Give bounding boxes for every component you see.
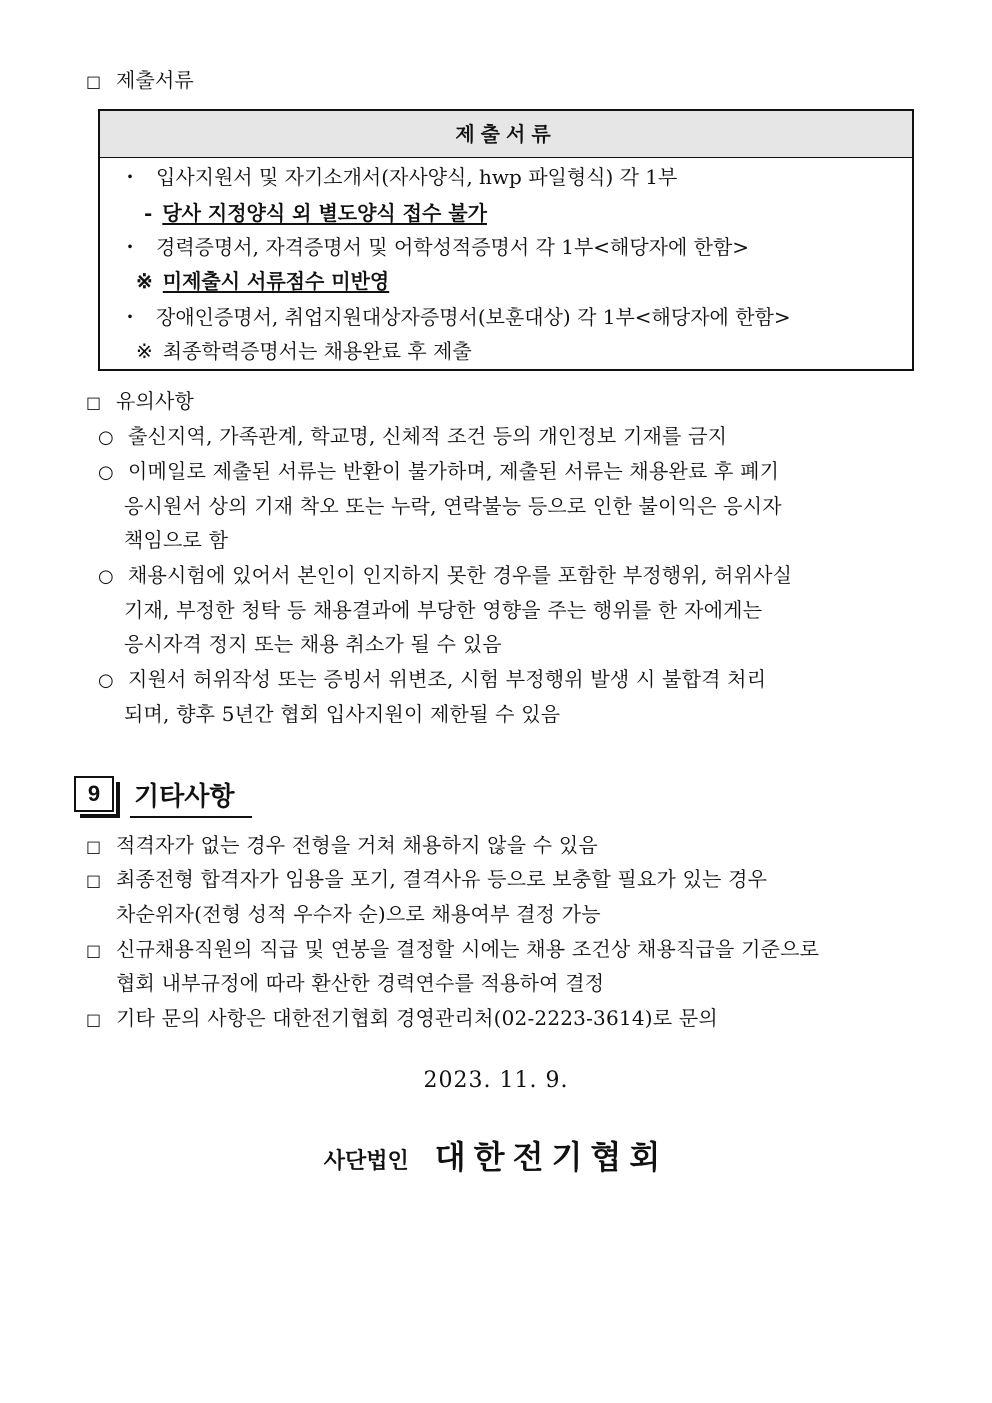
list-item-continuation: 응시자격 정지 또는 채용 취소가 될 수 있음 <box>124 632 502 656</box>
table-row-text: 장애인증명서, 취업지원대상자증명서(보훈대상) 각 1부<해당자에 한함> <box>156 305 791 329</box>
table-row <box>120 233 749 261</box>
table-row-text: 미제출시 서류점수 미반영 <box>162 269 390 293</box>
table-row-text: 경력증명서, 자격증명서 및 어학성적증명서 각 1부<해당자에 한함> <box>156 235 750 259</box>
table-row <box>120 163 677 191</box>
section-title-underline <box>130 816 252 818</box>
notes-heading <box>86 387 194 417</box>
list-item <box>98 422 727 452</box>
list-item-text: 출신지역, 가족관계, 학교명, 신체적 조건 등의 개인정보 기재를 금지 <box>128 424 728 448</box>
documents-heading-text: 제출서류 <box>116 68 195 92</box>
reference-mark-icon: ※ <box>136 339 153 363</box>
list-item-continuation: 협회 내부규정에 따라 환산한 경력연수를 적용하여 결정 <box>116 971 605 995</box>
dot-bullet-icon: ・ <box>120 165 140 189</box>
organization-name: 대한전기협회 <box>434 1138 669 1176</box>
list-item-text: 채용시험에 있어서 본인이 인지하지 못한 경우를 포함한 부정행위, 허위사실 <box>128 563 793 587</box>
list-item <box>86 865 767 895</box>
list-item <box>98 457 779 487</box>
table-row-text: 입사지원서 및 자기소개서(자사양식, hwp 파일형식) 각 1부 <box>156 165 678 189</box>
list-item-text: 최종전형 합격자가 임용을 포기, 결격사유 등으로 보충할 필요가 있는 경우 <box>116 867 768 891</box>
square-bullet-icon: □ <box>86 837 102 856</box>
square-bullet-icon: □ <box>86 72 102 91</box>
documents-table-header: 제출서류 <box>100 111 912 158</box>
list-item <box>86 1004 718 1034</box>
document-date: 2023. 11. 9. <box>423 1068 569 1093</box>
circle-bullet-icon: ○ <box>98 670 114 691</box>
section-title: 기타사항 <box>134 781 235 811</box>
list-item <box>98 665 766 695</box>
circle-bullet-icon: ○ <box>98 427 114 448</box>
list-item-text: 지원서 허위작성 또는 증빙서 위변조, 시험 부정행위 발생 시 불합격 처리 <box>128 667 767 691</box>
notes-heading-text: 유의사항 <box>116 389 195 413</box>
list-item-text: 이메일로 제출된 서류는 반환이 불가하며, 제출된 서류는 채용완료 후 폐기 <box>128 459 780 483</box>
circle-bullet-icon: ○ <box>98 566 114 587</box>
list-item-continuation: 되며, 향후 5년간 협회 입사지원이 제한될 수 있음 <box>124 702 561 726</box>
square-bullet-icon: □ <box>86 871 102 890</box>
dot-bullet-icon: ・ <box>120 305 140 329</box>
organization-signature <box>0 1132 992 1178</box>
square-bullet-icon: □ <box>86 393 102 412</box>
table-row <box>136 267 389 295</box>
list-item <box>86 935 819 965</box>
dot-bullet-icon: ・ <box>120 235 140 259</box>
dash-bullet-icon: - <box>144 201 153 225</box>
section-number-badge: 9 <box>74 776 114 812</box>
list-item-continuation: 기재, 부정한 청탁 등 채용결과에 부당한 영향을 주는 행위를 한 자에게는 <box>124 598 763 622</box>
reference-mark-icon: ※ <box>136 269 153 293</box>
list-item-continuation: 책임으로 함 <box>124 528 229 552</box>
documents-table <box>98 109 914 371</box>
table-row-text: 당사 지정양식 외 별도양식 접수 불가 <box>162 201 487 225</box>
circle-bullet-icon: ○ <box>98 462 114 483</box>
table-row <box>144 199 487 227</box>
square-bullet-icon: □ <box>86 1010 102 1029</box>
table-row-text: 최종학력증명서는 채용완료 후 제출 <box>162 339 472 363</box>
list-item-continuation: 차순위자(전형 성적 우수자 순)으로 채용여부 결정 가능 <box>116 902 601 926</box>
list-item-text: 신규채용직원의 직급 및 연봉을 결정할 시에는 채용 조건상 채용직급을 기준으로 <box>116 937 820 961</box>
list-item <box>86 831 598 861</box>
table-row <box>136 337 472 365</box>
list-item-text: 적격자가 없는 경우 전형을 거쳐 채용하지 않을 수 있음 <box>116 833 598 857</box>
documents-heading <box>86 66 194 96</box>
list-item-text: 기타 문의 사항은 대한전기협회 경영관리처(02-2223-3614)로 문의 <box>116 1006 718 1030</box>
table-row <box>120 303 791 331</box>
organization-prefix: 사단법인 <box>323 1148 409 1174</box>
list-item-continuation: 응시원서 상의 기재 착오 또는 누락, 연락불능 등으로 인한 불이익은 응시자 <box>124 494 782 518</box>
square-bullet-icon: □ <box>86 941 102 960</box>
list-item <box>98 561 792 591</box>
